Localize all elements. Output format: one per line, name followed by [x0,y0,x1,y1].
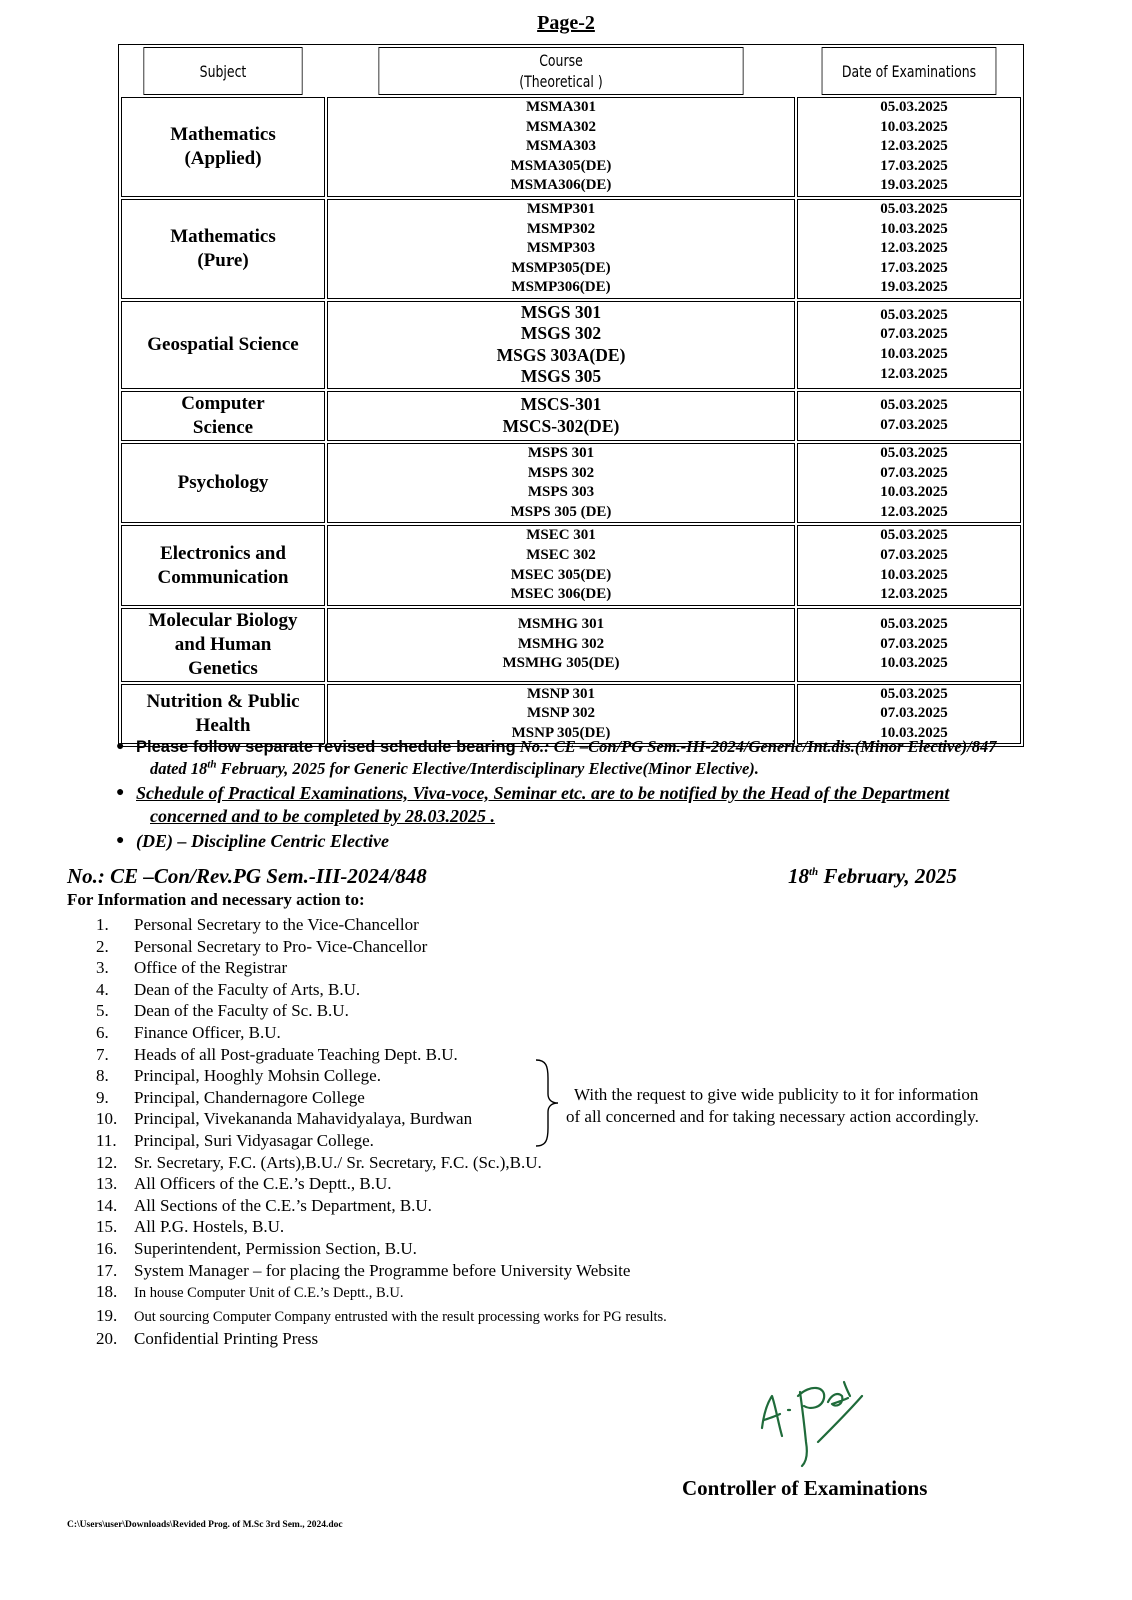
exam-date: 10.03.2025 [880,484,948,501]
exam-date: 10.03.2025 [880,566,948,583]
course-code: MSMHG 305(DE) [502,655,620,672]
list-item-number: 13. [96,1174,118,1194]
note1-elective: February, 2025 for Generic Elective/Interdisciplinary Elective(Minor Elective). [216,759,759,778]
list-item-text: Dean of the Faculty of Arts, B.U. [134,979,361,999]
exam-date: 17.03.2025 [880,157,948,174]
ref-date-sup: th [809,866,819,878]
exam-date: 19.03.2025 [880,279,948,296]
table-header-row [121,47,1021,95]
list-item-number: 18. [96,1282,118,1302]
course-code: MSMP302 [526,220,596,237]
list-item-number: 11. [96,1130,117,1150]
distribution-list [96,914,667,1350]
list-item-text: Personal Secretary to Pro- Vice-Chancellor [134,936,428,956]
list-item-text: Principal, Vivekananda Mahavidyalaya, Burdwan [134,1109,473,1129]
exam-dates-cell [797,443,1021,523]
list-item [96,1022,667,1044]
course-code: MSCS-302(DE) [502,415,620,436]
list-item [96,1130,667,1152]
course-code: MSMP305(DE) [511,259,611,276]
exam-date: 07.03.2025 [880,464,948,481]
exam-dates-cell [797,199,1021,299]
course-code: MSGS 305 [520,366,602,387]
subject-line: Nutrition & Public [146,691,300,713]
note2-line1: Schedule of Practical Examinations, Viva-voce, Seminar etc. are to be notified by the Head of the Department [136,783,950,803]
list-item [96,1238,667,1260]
exam-date: 07.03.2025 [880,546,948,563]
table-row [121,199,1021,299]
course-codes-cell [327,391,795,441]
notes-list [112,736,1102,855]
course-code: MSMHG 301 [517,616,605,633]
course-code: MSMA305(DE) [510,157,612,174]
exam-date: 07.03.2025 [880,326,948,343]
subject-line: Psychology [177,472,269,494]
brace-note-line1: With the request to give wide publicity to it for information [574,1085,979,1104]
course-code: MSNP 305(DE) [511,724,611,741]
list-item [96,1152,667,1174]
subject-cell [121,199,325,299]
course-code: MSPS 301 [527,444,595,461]
exam-date: 05.03.2025 [880,444,948,461]
table-row [121,443,1021,523]
list-item-text: System Manager – for placing the Programme before University Website [134,1260,631,1280]
table-row [121,391,1021,441]
subject-line: Genetics [188,657,258,679]
exam-date: 10.03.2025 [880,345,948,362]
exam-date: 10.03.2025 [880,118,948,135]
exam-dates-cell [797,391,1021,441]
exam-date: 05.03.2025 [880,306,948,323]
course-codes-cell [327,525,795,605]
subject-line: and Human [174,633,272,655]
list-item-number: 7. [96,1044,109,1064]
subject-line: Communication [157,566,289,588]
list-item [96,979,667,1001]
subject-cell [121,443,325,523]
course-codes-cell [327,199,795,299]
exam-schedule-table [118,44,1024,747]
list-item [96,1195,667,1217]
subject-line: Geospatial Science [147,333,299,355]
list-item-number: 16. [96,1238,118,1258]
list-item-number: 15. [96,1217,118,1237]
list-item [96,1281,667,1305]
course-code: MSMP301 [526,200,596,217]
list-item [96,1000,667,1022]
list-item-text: Finance Officer, B.U. [134,1022,281,1042]
list-item [96,1305,667,1329]
subject-line: Molecular Biology [148,609,298,631]
list-item-text: All Sections of the C.E.’s Department, B.U. [134,1195,432,1215]
subject-line: (Applied) [184,147,262,169]
list-item-number: 2. [96,936,109,956]
exam-date: 17.03.2025 [880,259,948,276]
course-code: MSMHG 302 [517,635,605,652]
exam-date: 05.03.2025 [880,397,948,414]
course-code: MSNP 301 [527,685,595,702]
exam-date: 05.03.2025 [880,200,948,217]
signature-image [748,1362,878,1472]
reference-date [788,864,957,889]
exam-date: 05.03.2025 [880,527,948,544]
note1-prefix: Please follow separate revised schedule bearing [136,738,516,756]
list-item-text: Dean of the Faculty of Sc. B.U. [134,1001,349,1021]
list-item-number: 1. [96,915,109,934]
exam-date: 10.03.2025 [880,655,948,672]
list-item [96,1328,667,1350]
course-code: MSGS 302 [520,323,602,344]
course-code: MSMA303 [526,138,596,155]
course-code: MSEC 302 [526,546,596,563]
header-date: Date of Examinations [822,47,997,95]
list-item-number: 10. [96,1109,118,1129]
exam-date: 19.03.2025 [880,177,948,194]
list-item [96,957,667,979]
bullet-icon: ● [116,785,125,800]
exam-date: 07.03.2025 [880,416,948,433]
subject-cell [121,608,325,682]
list-item [96,1044,667,1066]
note1-dated: dated 18 [150,759,208,778]
exam-date: 07.03.2025 [880,635,948,652]
list-item-number: 14. [96,1195,118,1215]
exam-date: 12.03.2025 [880,138,948,155]
note2-line2: concerned and to be completed by 28.03.2025 . [150,806,495,826]
subject-line: Mathematics [170,123,276,145]
exam-dates-cell [797,97,1021,197]
table-body [121,97,1021,744]
list-item [96,1173,667,1195]
list-item-text: Principal, Suri Vidyasagar College. [134,1130,374,1150]
table-row [121,608,1021,682]
signatory-title: Controller of Examinations [682,1476,928,1500]
subject-line: Mathematics [170,225,276,247]
list-item [96,1216,667,1238]
exam-date: 05.03.2025 [880,99,948,115]
list-item [96,936,667,958]
list-item-text: All P.G. Hostels, B.U. [134,1217,285,1237]
course-code: MSGS 301 [520,301,602,322]
note1-ref: No.: CE –Con/PG Sem.-III-2024/Generic/Int.dis.(Minor Elective)/847 [519,737,997,756]
course-code: MSNP 302 [527,705,595,722]
subject-line: Health [195,715,251,737]
course-code: MSEC 306(DE) [510,586,612,603]
subject-cell [121,97,325,197]
exam-date: 12.03.2025 [880,365,948,382]
list-item-number: 19. [96,1305,118,1325]
list-item-text: Heads of all Post-graduate Teaching Dept. B.U. [134,1044,458,1064]
exam-dates-cell [797,608,1021,682]
list-item-number: 17. [96,1260,118,1280]
ref-date-day: 18 [788,864,809,888]
exam-date: 05.03.2025 [880,616,948,633]
exam-date: 10.03.2025 [880,724,948,741]
list-item [96,914,667,936]
bullet-icon: ● [116,739,125,754]
subject-cell [121,301,325,389]
subject-cell [121,525,325,605]
exam-date: 12.03.2025 [880,503,948,520]
note3: (DE) – Discipline Centric Elective [136,831,389,851]
reference-number: No.: CE –Con/Rev.PG Sem.-III-2024/848 [67,864,427,888]
course-code: MSMA301 [526,99,596,115]
table-row [121,301,1021,389]
subject-line: Electronics and [160,542,286,564]
list-item-text: Personal Secretary to the Vice-Chancellor [134,915,419,934]
file-path: C:\Users\user\Downloads\Revided Prog. of M.Sc 3rd Sem., 2024.doc [67,1520,343,1530]
course-code: MSGS 303A(DE) [496,344,626,365]
course-code: MSMA306(DE) [510,177,612,194]
header-course-line2: (Theoretical ) [519,72,603,91]
header-course [378,47,743,95]
course-code: MSEC 301 [526,527,596,544]
page-label: Page-2 [537,12,595,34]
brace-note-line2: of all concerned and for taking necessary action accordingly. [566,1107,979,1126]
course-code: MSMA302 [526,118,596,135]
subject-line: Science [192,416,254,438]
exam-date: 10.03.2025 [880,220,948,237]
note-de-definition [112,830,1102,853]
course-code: MSPS 305 (DE) [510,503,612,520]
list-item-text: In house Computer Unit of C.E.’s Deptt., B.U. [134,1285,404,1302]
list-item-text: Confidential Printing Press [134,1329,319,1349]
course-codes-cell [327,97,795,197]
list-item-number: 5. [96,1001,109,1021]
list-item-text: Principal, Chandernagore College [134,1087,365,1107]
header-subject: Subject [143,47,302,95]
subject-cell [121,391,325,441]
exam-date: 12.03.2025 [880,586,948,603]
info-heading: For Information and necessary action to: [67,890,365,909]
list-item-number: 8. [96,1066,109,1086]
course-code: MSMP306(DE) [511,279,611,296]
list-item [96,1260,667,1282]
list-item-number: 4. [96,979,109,999]
list-item-text: Sr. Secretary, F.C. (Arts),B.U./ Sr. Secretary, F.C. (Sc.),B.U. [134,1152,542,1172]
brace-note [566,1084,979,1128]
list-item-text: All Officers of the C.E.’s Deptt., B.U. [134,1174,392,1194]
course-code: MSPS 302 [527,464,595,481]
exam-dates-cell [797,525,1021,605]
course-code: MSMP303 [526,240,596,257]
course-code: MSCS-301 [520,394,602,415]
note-practical-schedule [112,782,1102,828]
course-codes-cell [327,301,795,389]
note1-date-sup: th [207,758,217,771]
exam-date: 07.03.2025 [880,705,948,722]
course-codes-cell [327,608,795,682]
list-item-text: Superintendent, Permission Section, B.U. [134,1238,417,1258]
ref-date-rest: February, 2025 [818,864,957,888]
list-item-number: 9. [96,1087,109,1107]
list-item-number: 12. [96,1152,118,1172]
exam-dates-cell [797,301,1021,389]
table-row [121,525,1021,605]
list-item-text: Out sourcing Computer Company entrusted with the result processing works for PG results. [134,1308,667,1325]
list-item-number: 3. [96,958,109,978]
list-item-text: Principal, Hooghly Mohsin College. [134,1066,381,1086]
course-codes-cell [327,443,795,523]
course-code: MSEC 305(DE) [510,566,612,583]
brace-icon [534,1058,560,1148]
table-row [121,97,1021,197]
note-separate-schedule [112,736,1102,780]
course-code: MSPS 303 [527,484,595,501]
list-item-number: 20. [96,1329,118,1349]
bullet-icon: ● [116,833,125,848]
subject-line: Computer [181,392,265,414]
subject-line: (Pure) [197,249,249,271]
list-item-text: Office of the Registrar [134,958,288,978]
header-course-line1: Course [539,51,583,70]
exam-date: 05.03.2025 [880,685,948,702]
exam-date: 12.03.2025 [880,240,948,257]
list-item-number: 6. [96,1022,109,1042]
